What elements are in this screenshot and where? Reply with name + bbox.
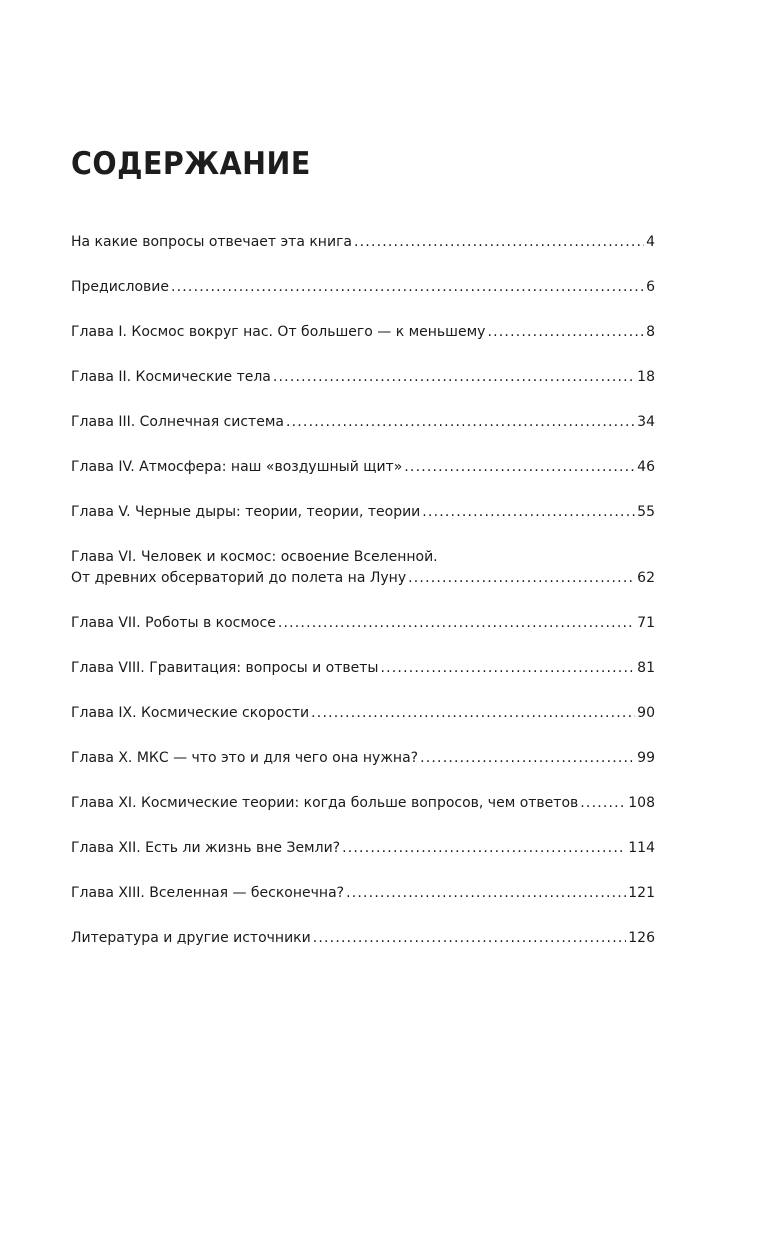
toc-title: От древних обсерваторий до полета на Луну <box>71 570 407 586</box>
toc-entry[interactable] <box>71 613 655 634</box>
dot-leader <box>311 703 635 724</box>
dot-leader <box>380 658 635 679</box>
toc-entry[interactable] <box>71 412 655 433</box>
dot-leader <box>273 367 635 388</box>
toc-line <box>71 928 655 949</box>
toc-line <box>71 412 655 433</box>
toc-entry[interactable] <box>71 457 655 478</box>
toc-title: Глава VIII. Гравитация: вопросы и ответы <box>71 660 379 676</box>
toc-entry[interactable] <box>71 502 655 523</box>
toc-page-number: 55 <box>637 504 655 520</box>
dot-leader <box>346 883 626 904</box>
dot-leader <box>354 232 644 253</box>
dot-leader <box>580 793 626 814</box>
toc-page-number: 71 <box>637 615 655 631</box>
dot-leader <box>487 322 644 343</box>
toc-page-number: 8 <box>646 324 655 340</box>
toc-page-number: 81 <box>637 660 655 676</box>
dot-leader <box>278 613 635 634</box>
toc-entry[interactable] <box>71 547 655 589</box>
toc-page-number: 114 <box>628 840 655 856</box>
toc-line <box>71 883 655 904</box>
toc-line <box>71 322 655 343</box>
toc-line <box>71 568 655 589</box>
toc-entry[interactable] <box>71 277 655 298</box>
toc-title: Глава X. МКС — что это и для чего она нужна? <box>71 750 419 766</box>
dot-leader <box>171 277 644 298</box>
toc-title: На какие вопросы отвечает эта книга <box>71 234 352 250</box>
toc-line <box>71 502 655 523</box>
page-title: СОДЕРЖАНИЕ <box>71 146 311 182</box>
toc-title: Глава IX. Космические скорости <box>71 705 310 721</box>
table-of-contents <box>71 232 655 973</box>
toc-title: Глава I. Космос вокруг нас. От большего — к меньшему <box>71 324 486 340</box>
toc-entry[interactable] <box>71 367 655 388</box>
toc-page-number: 4 <box>646 234 655 250</box>
toc-title: Литература и другие источники <box>71 930 311 946</box>
toc-title: Глава VII. Роботы в космосе <box>71 615 276 631</box>
toc-page-number: 99 <box>637 750 655 766</box>
toc-page-number: 62 <box>637 570 655 586</box>
toc-title-line1: Глава VI. Человек и космос: освоение Вселенной. <box>71 549 438 565</box>
toc-line <box>71 457 655 478</box>
toc-line <box>71 658 655 679</box>
toc-page-number: 108 <box>628 795 655 811</box>
toc-entry[interactable] <box>71 658 655 679</box>
toc-line <box>71 232 655 253</box>
dot-leader <box>342 838 626 859</box>
toc-page-number: 6 <box>646 279 655 295</box>
toc-title: Предисловие <box>71 279 169 295</box>
toc-title: Глава IV. Атмосфера: наш «воздушный щит» <box>71 459 403 475</box>
toc-entry[interactable] <box>71 883 655 904</box>
toc-line <box>71 838 655 859</box>
toc-page-number: 126 <box>628 930 655 946</box>
toc-page-number: 90 <box>637 705 655 721</box>
toc-line <box>71 613 655 634</box>
dot-leader <box>408 568 635 589</box>
toc-page-number: 121 <box>628 885 655 901</box>
toc-line <box>71 703 655 724</box>
toc-entry[interactable] <box>71 322 655 343</box>
toc-entry[interactable] <box>71 838 655 859</box>
dot-leader <box>313 928 627 949</box>
toc-title: Глава III. Солнечная система <box>71 414 284 430</box>
toc-title: Глава V. Черные дыры: теории, теории, теории <box>71 504 421 520</box>
toc-page-number: 46 <box>637 459 655 475</box>
dot-leader <box>404 457 635 478</box>
toc-line <box>71 793 655 814</box>
dot-leader <box>420 748 635 769</box>
toc-entry[interactable] <box>71 748 655 769</box>
toc-title: Глава XII. Есть ли жизнь вне Земли? <box>71 840 341 856</box>
toc-line <box>71 277 655 298</box>
toc-title: Глава XIII. Вселенная — бесконечна? <box>71 885 345 901</box>
dot-leader <box>422 502 635 523</box>
toc-page-number: 34 <box>637 414 655 430</box>
toc-entry[interactable] <box>71 928 655 949</box>
dot-leader <box>286 412 635 433</box>
toc-entry[interactable] <box>71 232 655 253</box>
toc-line <box>71 748 655 769</box>
toc-page-number: 18 <box>637 369 655 385</box>
toc-title: Глава XI. Космические теории: когда больше вопросов, чем ответов <box>71 795 579 811</box>
toc-line <box>71 367 655 388</box>
toc-title: Глава II. Космические тела <box>71 369 271 385</box>
toc-entry[interactable] <box>71 793 655 814</box>
toc-entry[interactable] <box>71 703 655 724</box>
